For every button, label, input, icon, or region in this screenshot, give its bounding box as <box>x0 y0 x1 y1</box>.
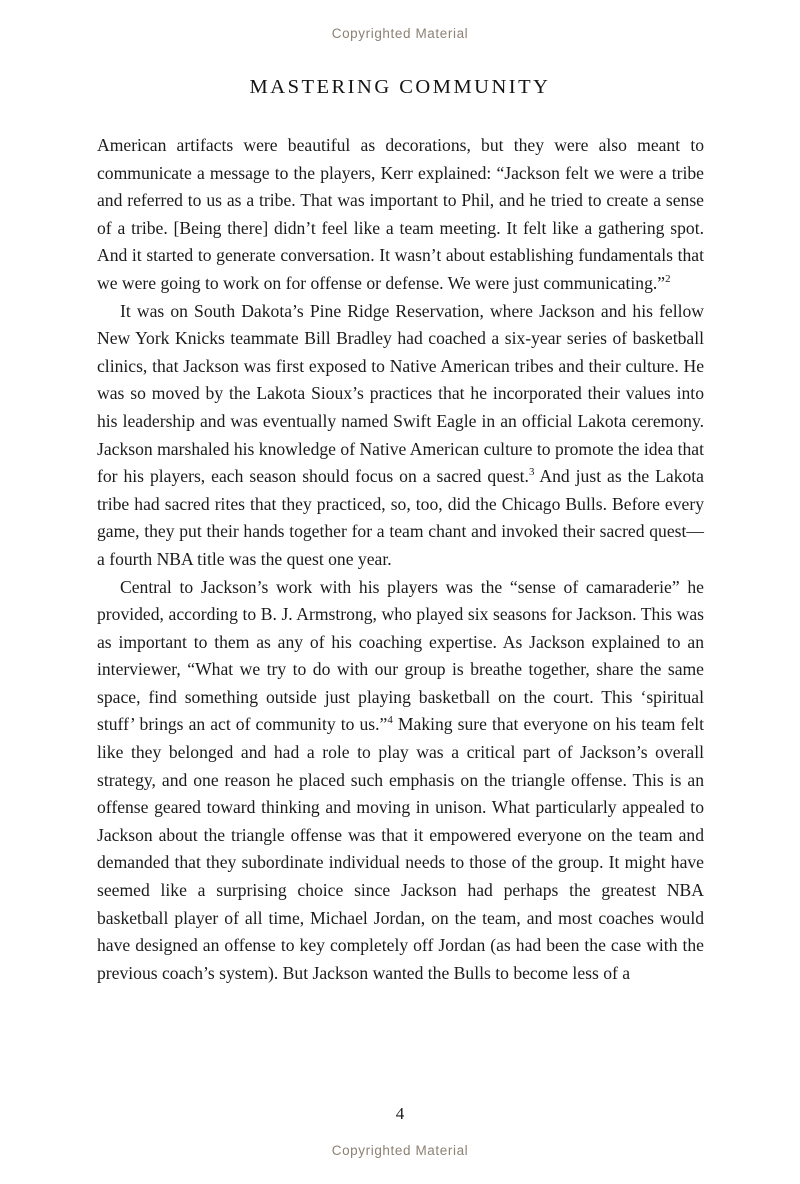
page-number: 4 <box>395 1104 405 1123</box>
paragraph: Central to Jackson’s work with his players was the “sense of camaraderie” he provided, according to B. J. Armstrong, who played six seasons for Jackson. This was as important to them as any of his coaching expertise. As Jackson explained to an interviewer, “What we try to do with our group is breathe together, share the same space, find something outside just playing basketball on the court. This ‘spiritual stuff’ brings an act of community to us.”$^4$ Making sure that everyone on his team felt like they belonged and had a role to play was a critical part of Jackson’s overall strategy, and one reason he placed such emphasis on the triangle offense. This is an offense geared toward thinking and moving in unison. What particularly appealed to Jackson about the triangle offense was that it empowered everyone on the team and demanded that they subordinate individual needs to those of the group. It might have seemed like a surprising choice since Jackson had perhaps the greatest NBA basketball player of all time, Michael Jordan, on the team, and most coaches would have designed an offense to key completely off Jordan (as had been the case with the previous coach’s system). But Jackson wanted the Bulls to become less of a <box>97 576 704 983</box>
footnote-marker: 3 <box>528 466 535 479</box>
chapter-title: MASTERING COMMUNITY <box>249 76 551 98</box>
copyright-notice-top: Copyrighted Material <box>331 26 469 41</box>
paragraph: American artifacts were beautiful as decorations, but they were also meant to communicate a message to the players, Kerr explained: “Jackson felt we were a tribe and referred to us as a tribe. That was important to Phil, and he tried to create a sense of a tribe. [Being there] didn’t feel like a team meeting. It felt like a gathering spot. And it started to generate conversation. It wasn’t about establishing fundamentals that we were going to work on for offense or defense. We were just communicating.”$^2$ <box>97 135 704 293</box>
paragraph: It was on South Dakota’s Pine Ridge Reservation, where Jackson and his fellow New York Knicks teammate Bill Bradley had coached a six-year series of basketball clinics, that Jackson was first exposed to Native American tribes and their culture. He was so moved by the Lakota Sioux’s practices that he incorporated their values into his leadership and was eventually named Swift Eagle in an official Lakota ceremony. Jackson marshaled his knowledge of Native American culture to promote the idea that for his players, each season should focus on a sacred quest.$^3$ And just as the Lakota tribe had sacred rites that they practiced, so, too, did the Chicago Bulls. Before every game, they put their hands together for a team chant and invoked their sacred quest—a fourth NBA title was the quest one year. <box>97 300 704 569</box>
body-text <box>97 132 704 987</box>
footnote-marker: 4 <box>387 714 393 727</box>
footnote-marker: 2 <box>665 273 671 286</box>
copyright-notice-bottom: Copyrighted Material <box>331 1143 469 1158</box>
